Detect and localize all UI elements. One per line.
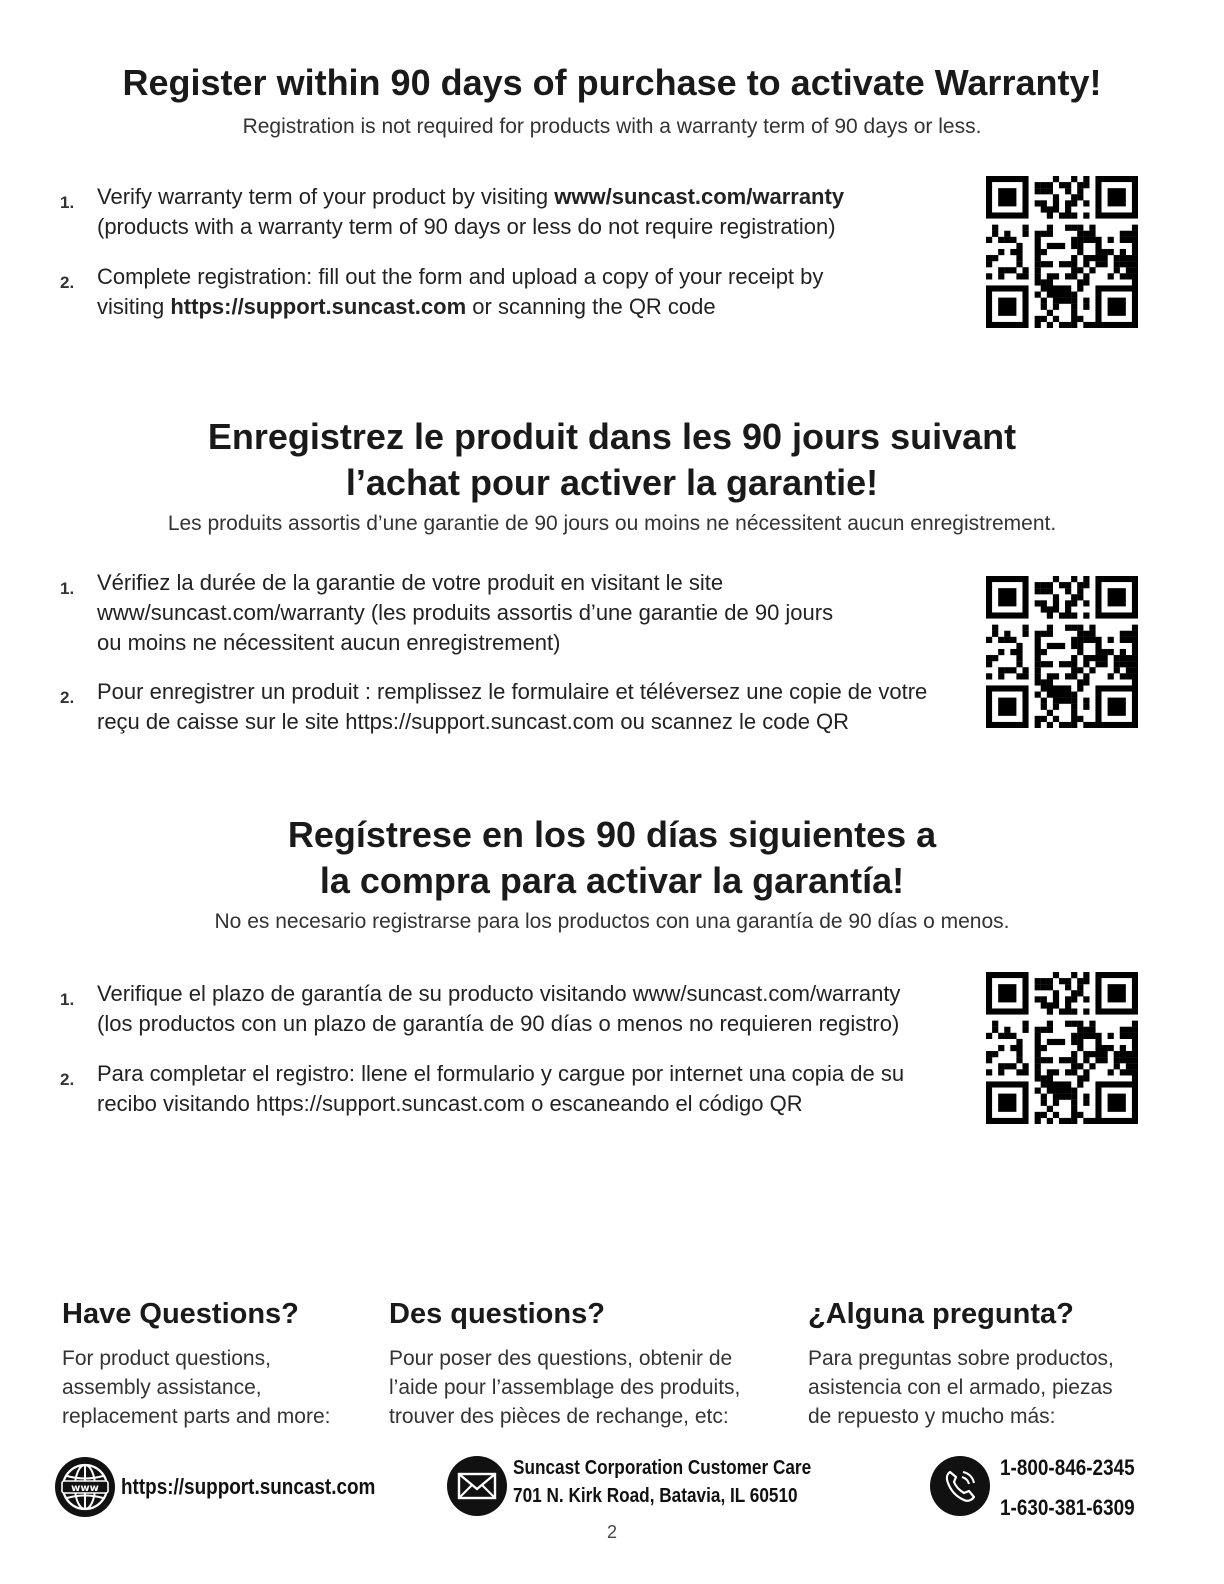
envelope-icon <box>447 1456 507 1516</box>
step-text: Pour enregistrer un produit : remplissez le formulaire et téléversez une copie de votre <box>97 679 928 704</box>
step-text-line2: (products with a warranty term of 90 days or less do not require registration) <box>97 214 836 239</box>
step-text: Para completar el registro: llene el formulario y cargue por internet una copia de su <box>97 1061 905 1086</box>
step-number: 2. <box>60 1070 75 1089</box>
phone-number-2[interactable]: 1-630-381-6309 <box>1000 1495 1135 1520</box>
questions-heading-en: Have Questions? <box>62 1298 299 1330</box>
questions-text-fr: Pour poser des questions, obtenir de l’aide pour l’assemblage des produits, trouver des pièces de rechange, etc: <box>389 1347 741 1428</box>
section-subtitle-en: Registration is not required for products with a warranty term of 90 days or less. <box>242 115 982 138</box>
step-number: 2. <box>60 688 75 707</box>
step-number: 1. <box>60 579 75 598</box>
section-subtitle-fr: Les produits assortis d’une garantie de 90 jours ou moins ne nécessitent aucun enregistrement. <box>167 512 1057 535</box>
section-title-fr-line2: l’achat pour activer la garantie! <box>345 462 879 503</box>
section-title-en: Register within 90 days of purchase to activate Warranty! <box>122 62 1102 103</box>
questions-text-en: For product questions, assembly assistance, replacement parts and more: <box>62 1347 331 1428</box>
step-text: Verifique el plazo de garantía de su producto visitando www/suncast.com/warranty <box>97 981 901 1006</box>
qr-code[interactable] <box>986 576 1138 728</box>
step-text: ou moins ne nécessitent aucun enregistrement) <box>97 630 561 655</box>
step-text: visiting <box>97 294 171 319</box>
step-number: 1. <box>60 990 75 1009</box>
step-text: Vérifiez la durée de la garantie de votre produit en visitant le site <box>97 570 724 595</box>
questions-heading-es: ¿Alguna pregunta? <box>808 1298 1074 1330</box>
mail-address <box>513 1454 811 1510</box>
step-text: (los productos con un plazo de garantía de 90 días o menos no requieren registro) <box>97 1011 900 1036</box>
section-title-es-line1: Regístrese en los 90 días siguientes a <box>287 814 937 855</box>
page-number: 2 <box>606 1522 617 1542</box>
step-text: reçu de caisse sur le site https://support.suncast.com ou scannez le code QR <box>97 709 850 734</box>
support-link[interactable]: https://support.suncast.com <box>170 294 467 319</box>
mail-line2: 701 N. Kirk Road, Batavia, IL 60510 <box>513 1485 798 1507</box>
step-number: 2. <box>60 273 75 292</box>
step-text: www/suncast.com/warranty (les produits assortis d’une garantie de 90 jours <box>97 600 834 625</box>
phone-numbers <box>1000 1448 1135 1528</box>
step-text: or scanning the QR code <box>466 294 716 319</box>
step-text: Verify warranty term of your product by visiting <box>97 184 555 209</box>
questions-heading-fr: Des questions? <box>389 1298 605 1330</box>
section-title-es-line2: la compra para activar la garantía! <box>319 860 905 901</box>
qr-code[interactable] <box>986 176 1138 328</box>
step-number: 1. <box>60 193 75 212</box>
section-subtitle-es: No es necesario registrarse para los productos con una garantía de 90 días o menos. <box>214 910 1010 933</box>
svg-text:www: www <box>71 1483 99 1494</box>
support-website-link[interactable]: https://support.suncast.com <box>121 1474 376 1499</box>
qr-code[interactable] <box>986 972 1138 1124</box>
section-title-fr-line1: Enregistrez le produit dans les 90 jours suivant <box>207 416 1017 457</box>
globe-icon <box>55 1457 115 1517</box>
phone-number-1[interactable]: 1-800-846-2345 <box>1000 1455 1135 1480</box>
step-text: Complete registration: fill out the form and upload a copy of your receipt by <box>97 264 824 289</box>
mail-line1: Suncast Corporation Customer Care <box>513 1457 812 1479</box>
questions-text-es: Para preguntas sobre productos, asistencia con el armado, piezas de repuesto y mucho más: <box>808 1347 1114 1428</box>
phone-icon <box>930 1456 990 1516</box>
step-text: recibo visitando https://support.suncast.com o escaneando el código QR <box>97 1091 803 1116</box>
warranty-link[interactable]: www/suncast.com/warranty <box>554 184 845 209</box>
